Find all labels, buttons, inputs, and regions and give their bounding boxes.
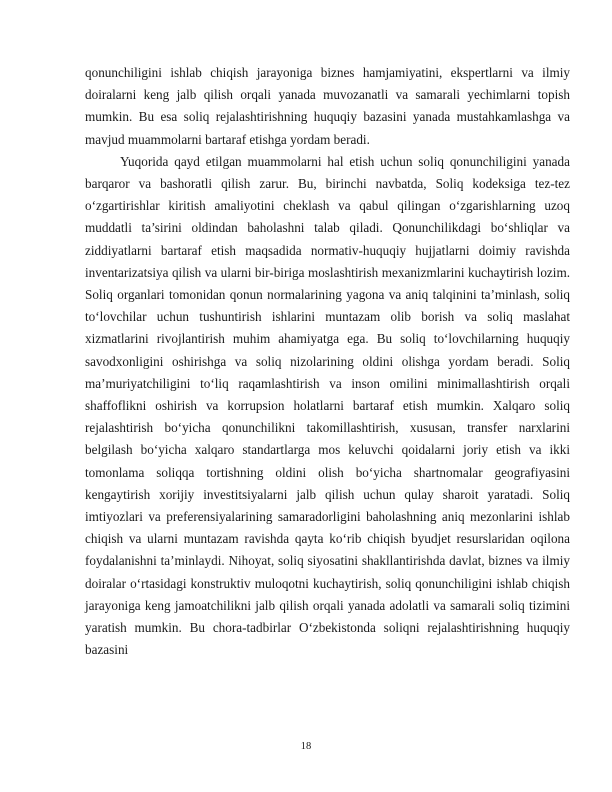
paragraph-main: Yuqorida qayd etilgan muammolarni hal etish uchun soliq qonunchiligini yanada barqaror va bashoratli qilish zarur. Bu, birinchi navbatda, Soliq kodeksiga tez-tez o‘zgartirishlar kiritish amaliyotini cheklash va qabul qilingan o‘zgarishlarning uzoq muddatli ta’sirini oldindan baholashni talab qiladi. Qonunchilikdagi bo‘shliqlar va ziddiyatlarni bartaraf etish maqsadida normativ-huquqiy hujjatlarni doimiy ravishda inventarizatsiya qilish va ularni bir-biriga moslashtirish mexanizmlarini kuchaytirish lozim. Soliq organlari tomonidan qonun normalarining yagona va aniq talqinini ta’minlash, soliq to‘lovchilar uchun tushuntirish ishlarini muntazam olib borish va soliq maslahat xizmatlarini rivojlantirish muhim ahamiyatga ega. Bu soliq to‘lovchilarning huquqiy savodxonligini oshirishga va soliq nizolarining oldini olishga yordam beradi. Soliq ma’muriyatchiligini to‘liq raqamlashtirish va inson omilini minimallashtirish orqali shaffoflikni oshirish va korrupsion holatlarni bartaraf etish mumkin. Xalqaro soliq rejalashtirish bo‘yicha qonunchilikni takomillashtirish, xususan, transfer narxlarini belgilash bo‘yicha xalqaro standartlarga mos keluvchi qoidalarni joriy etish va ikki tomonlama soliqqa tortishning oldini olish bo‘yicha shartnomalar geografiyasini kengaytirish xorijiy investitsiyalarni jalb qilish uchun qulay sharoit yaratadi. Soliq imtiyozlari va preferensiyalarining samaradorligini baholashning aniq mezonlarini ishlab chiqish va ularni muntazam ravishda qayta ko‘rib chiqish byudjet resurslaridan oqilona foydalanishni ta’minlaydi. Nihoyat, soliq siyosatini shakllantirishda davlat, biznes va ilmiy doiralar o‘rtasidagi konstruktiv muloqotni kuchaytirish, soliq qonunchiligini ishlab chiqish jarayoniga keng jamoatchilikni jalb qilish orqali yanada adolatli va samarali soliq tizimini yaratish mumkin. Bu chora-tadbirlar O‘zbekistonda soliqni rejalashtirishning huquqiy bazasini bbox=[85, 153, 570, 658]
paragraph-continuation: qonunchiligini ishlab chiqish jarayoniga biznes hamjamiyatini, ekspertlarni va ilmiy doiralarni keng jalb qilish orqali yanada muvozanatli va samarali yechimlarni topish mumkin. Bu esa soliq rejalashtirishning huquqiy bazasini yanada mustahkamlashga va mavjud muammolarni bartaraf etishga yordam beradi. bbox=[85, 65, 570, 147]
page-number: 18 bbox=[300, 741, 312, 752]
body-text bbox=[85, 62, 570, 661]
